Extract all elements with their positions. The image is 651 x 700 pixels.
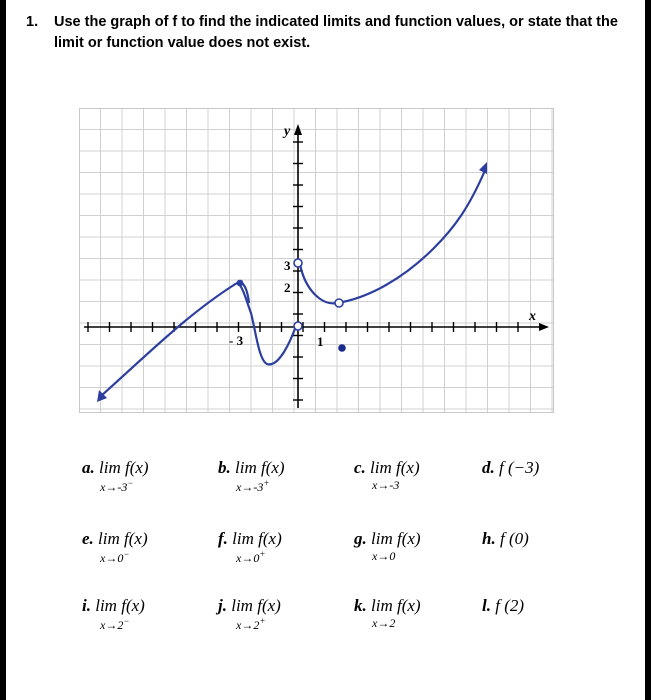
limit-subscript: x→-3+ [236, 478, 270, 494]
limit-subscript: x→0 [372, 549, 396, 563]
label-neg3: - 3 [229, 333, 244, 348]
question-number: 1. [26, 14, 39, 30]
limit-item-i [82, 596, 145, 632]
function-expression: f(x) [396, 529, 421, 548]
limit-subscript: x→2− [100, 616, 130, 632]
limit-subscript: x→-3 [372, 478, 400, 492]
limit-item-j [218, 596, 281, 632]
limit-subscript: x→-3− [100, 478, 134, 494]
limit-item-k [354, 596, 421, 630]
function-expression: f(x) [124, 529, 148, 548]
limit-item-b [218, 458, 285, 494]
limit-item-d [482, 458, 539, 478]
function-expression: f(x) [257, 596, 281, 615]
limit-subscript: x→2+ [236, 616, 266, 632]
function-expression: f(x) [396, 458, 420, 477]
one-sided-sign: + [259, 549, 266, 559]
item-label: c. [354, 458, 371, 477]
function-value: f (0) [499, 529, 529, 548]
limit-item-h [482, 529, 529, 549]
item-label: l. [482, 596, 496, 615]
lim-word: lim [232, 529, 259, 548]
item-label: f. [218, 529, 233, 548]
lim-word: lim [371, 596, 397, 615]
one-sided-sign: − [123, 549, 130, 559]
function-expression: f(x) [258, 529, 282, 548]
item-label: d. [482, 458, 499, 477]
item-label: e. [82, 529, 99, 548]
lim-word: lim [99, 458, 125, 477]
limit-item-e [82, 529, 148, 565]
one-sided-sign: − [123, 616, 130, 626]
label-one: 1 [317, 334, 324, 349]
limit-item-l [482, 596, 524, 616]
limit-item-a [82, 458, 149, 494]
function-expression: f(x) [396, 596, 421, 615]
function-value: f (−3) [499, 458, 540, 477]
item-label: a. [82, 458, 99, 477]
one-sided-sign: + [263, 478, 270, 488]
function-expression: f(x) [121, 596, 145, 615]
item-label: b. [218, 458, 235, 477]
lim-word: lim [231, 596, 258, 615]
question-text: Use the graph of f to find the indicated limits and function values, or state that the limit or function value does not exist. [54, 14, 618, 51]
limit-item-c [354, 458, 420, 492]
item-label: j. [218, 596, 232, 615]
limit-subscript: x→2 [372, 616, 396, 630]
lim-word: lim [371, 529, 397, 548]
item-label: g. [354, 529, 371, 548]
lim-word: lim [98, 529, 125, 548]
function-value: f (2) [495, 596, 525, 615]
limit-item-f [218, 529, 282, 565]
limit-subscript: x→0− [100, 549, 130, 565]
y-axis-label: y [284, 124, 291, 139]
one-sided-sign: + [259, 616, 266, 626]
label-three: 3 [284, 258, 291, 273]
label-two: 2 [284, 280, 291, 295]
item-label: h. [482, 529, 500, 548]
limit-subscript: x→0+ [236, 549, 266, 565]
lim-word: lim [235, 458, 261, 477]
function-expression: f(x) [124, 458, 149, 477]
lim-word: lim [370, 458, 397, 477]
item-label: i. [82, 596, 96, 615]
lim-word: lim [95, 596, 122, 615]
one-sided-sign: − [127, 478, 134, 488]
x-axis-label: x [529, 309, 536, 324]
limit-item-g [354, 529, 421, 563]
function-expression: f(x) [260, 458, 285, 477]
item-label: k. [354, 596, 371, 615]
